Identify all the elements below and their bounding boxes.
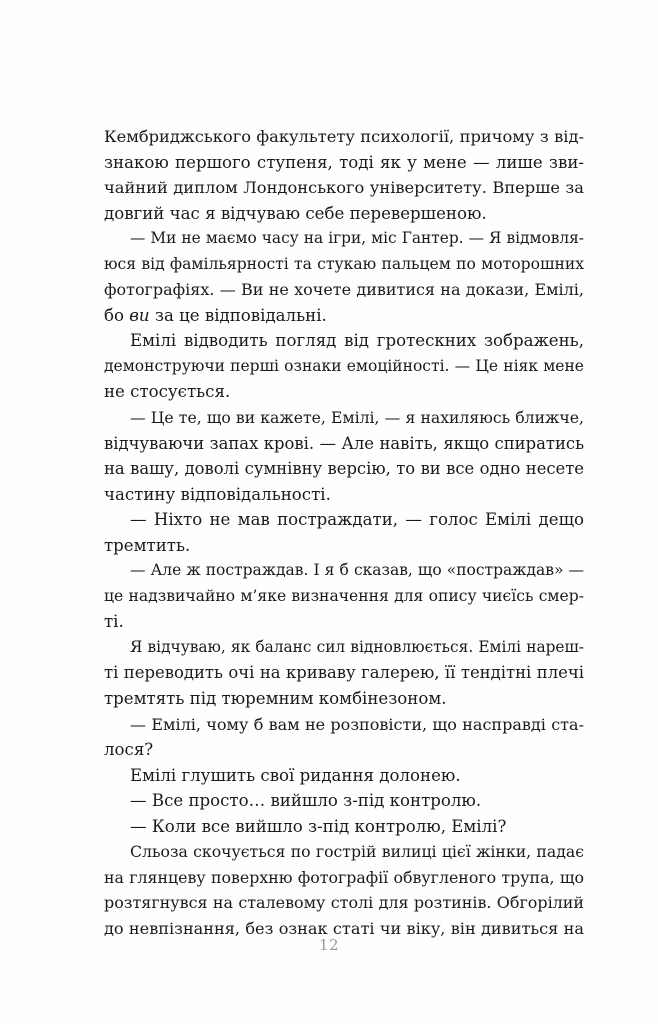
text-segment: за це відповідальні. [149, 305, 327, 325]
text-line: — Це те, що ви кажете, Емілі, — я нахиляюсь ближче, [130, 408, 584, 428]
emphasized-word: ви [129, 305, 150, 325]
text-line: демонструючи перші ознаки емоційності. — Це ніяк мене [104, 356, 584, 375]
text-line: ті переводить очі на криваву галерею, її тендітні плечі [104, 663, 584, 683]
text-line: знакою першого ступеня, тоді як у мене — лише зви- [104, 152, 584, 172]
text-line: чайний диплом Лондонського університету. Вперше за [104, 178, 584, 198]
body-text [104, 124, 584, 942]
text-line: до невпізнання, без ознак статі чи віку, він дивиться на [104, 918, 584, 938]
text-line: це надзвичайно м’яке визначення для опису чиєїсь смер- [104, 586, 584, 605]
text-line: — Ніхто не мав постраждати, — голос Емілі дещо [130, 510, 584, 530]
text-line: не стосується. [104, 382, 231, 402]
text-line: — Ми не маємо часу на ігри, міс Гантер. — Я відмовля- [130, 229, 584, 248]
text-line: тремтять під тюремним комбінезоном. [104, 689, 447, 709]
text-line: Я відчуваю, як баланс сил відновлюється. Емілі нареш- [130, 637, 584, 656]
text-line: Сльоза скочується по гострій вилиці цієї жінки, падає [130, 842, 584, 862]
text-line: відчуваючи запах крові. — Але навіть, якщо спиратись [104, 433, 584, 453]
text-line: на глянцеву поверхню фотографії обвугленого трупа, що [104, 867, 584, 887]
text-line: — Але ж постраждав. І я б сказав, що «постраждав» — [130, 561, 584, 580]
text-line: юся від фамільярності та стукаю пальцем по моторошних [104, 254, 584, 273]
text-line: частину відповідальності. [104, 484, 331, 504]
text-line: ті. [104, 612, 124, 632]
text-line: фотографіях. — Ви не хочете дивитися на докази, Емілі, [104, 280, 584, 300]
text-segment: бо [104, 305, 130, 325]
text-line: — Емілі, чому б вам не розповісти, що насправді ста- [130, 714, 584, 734]
text-line: на вашу, доволі сумнівну версію, то ви все одно несете [104, 459, 584, 479]
text-line: — Коли все вийшло з-під контролю, Емілі? [130, 816, 507, 836]
text-line-with-emphasis [104, 303, 584, 329]
text-line: лося? [104, 740, 154, 760]
text-line: довгий час я відчуваю себе перевершеною. [104, 203, 487, 223]
text-line: тремтить. [104, 535, 191, 555]
text-line: розтягнувся на сталевому столі для розтинів. Обгорілий [104, 893, 584, 913]
text-line: Кембриджського факультету психології, причому з від- [104, 127, 584, 146]
text-line: — Все просто… вийшло з-під контролю. [130, 791, 482, 811]
text-line: Емілі глушить свої ридання долонею. [130, 765, 461, 785]
text-line: Емілі відводить погляд від гротескних зображень, [130, 331, 584, 351]
page-number: 12 [318, 936, 340, 954]
